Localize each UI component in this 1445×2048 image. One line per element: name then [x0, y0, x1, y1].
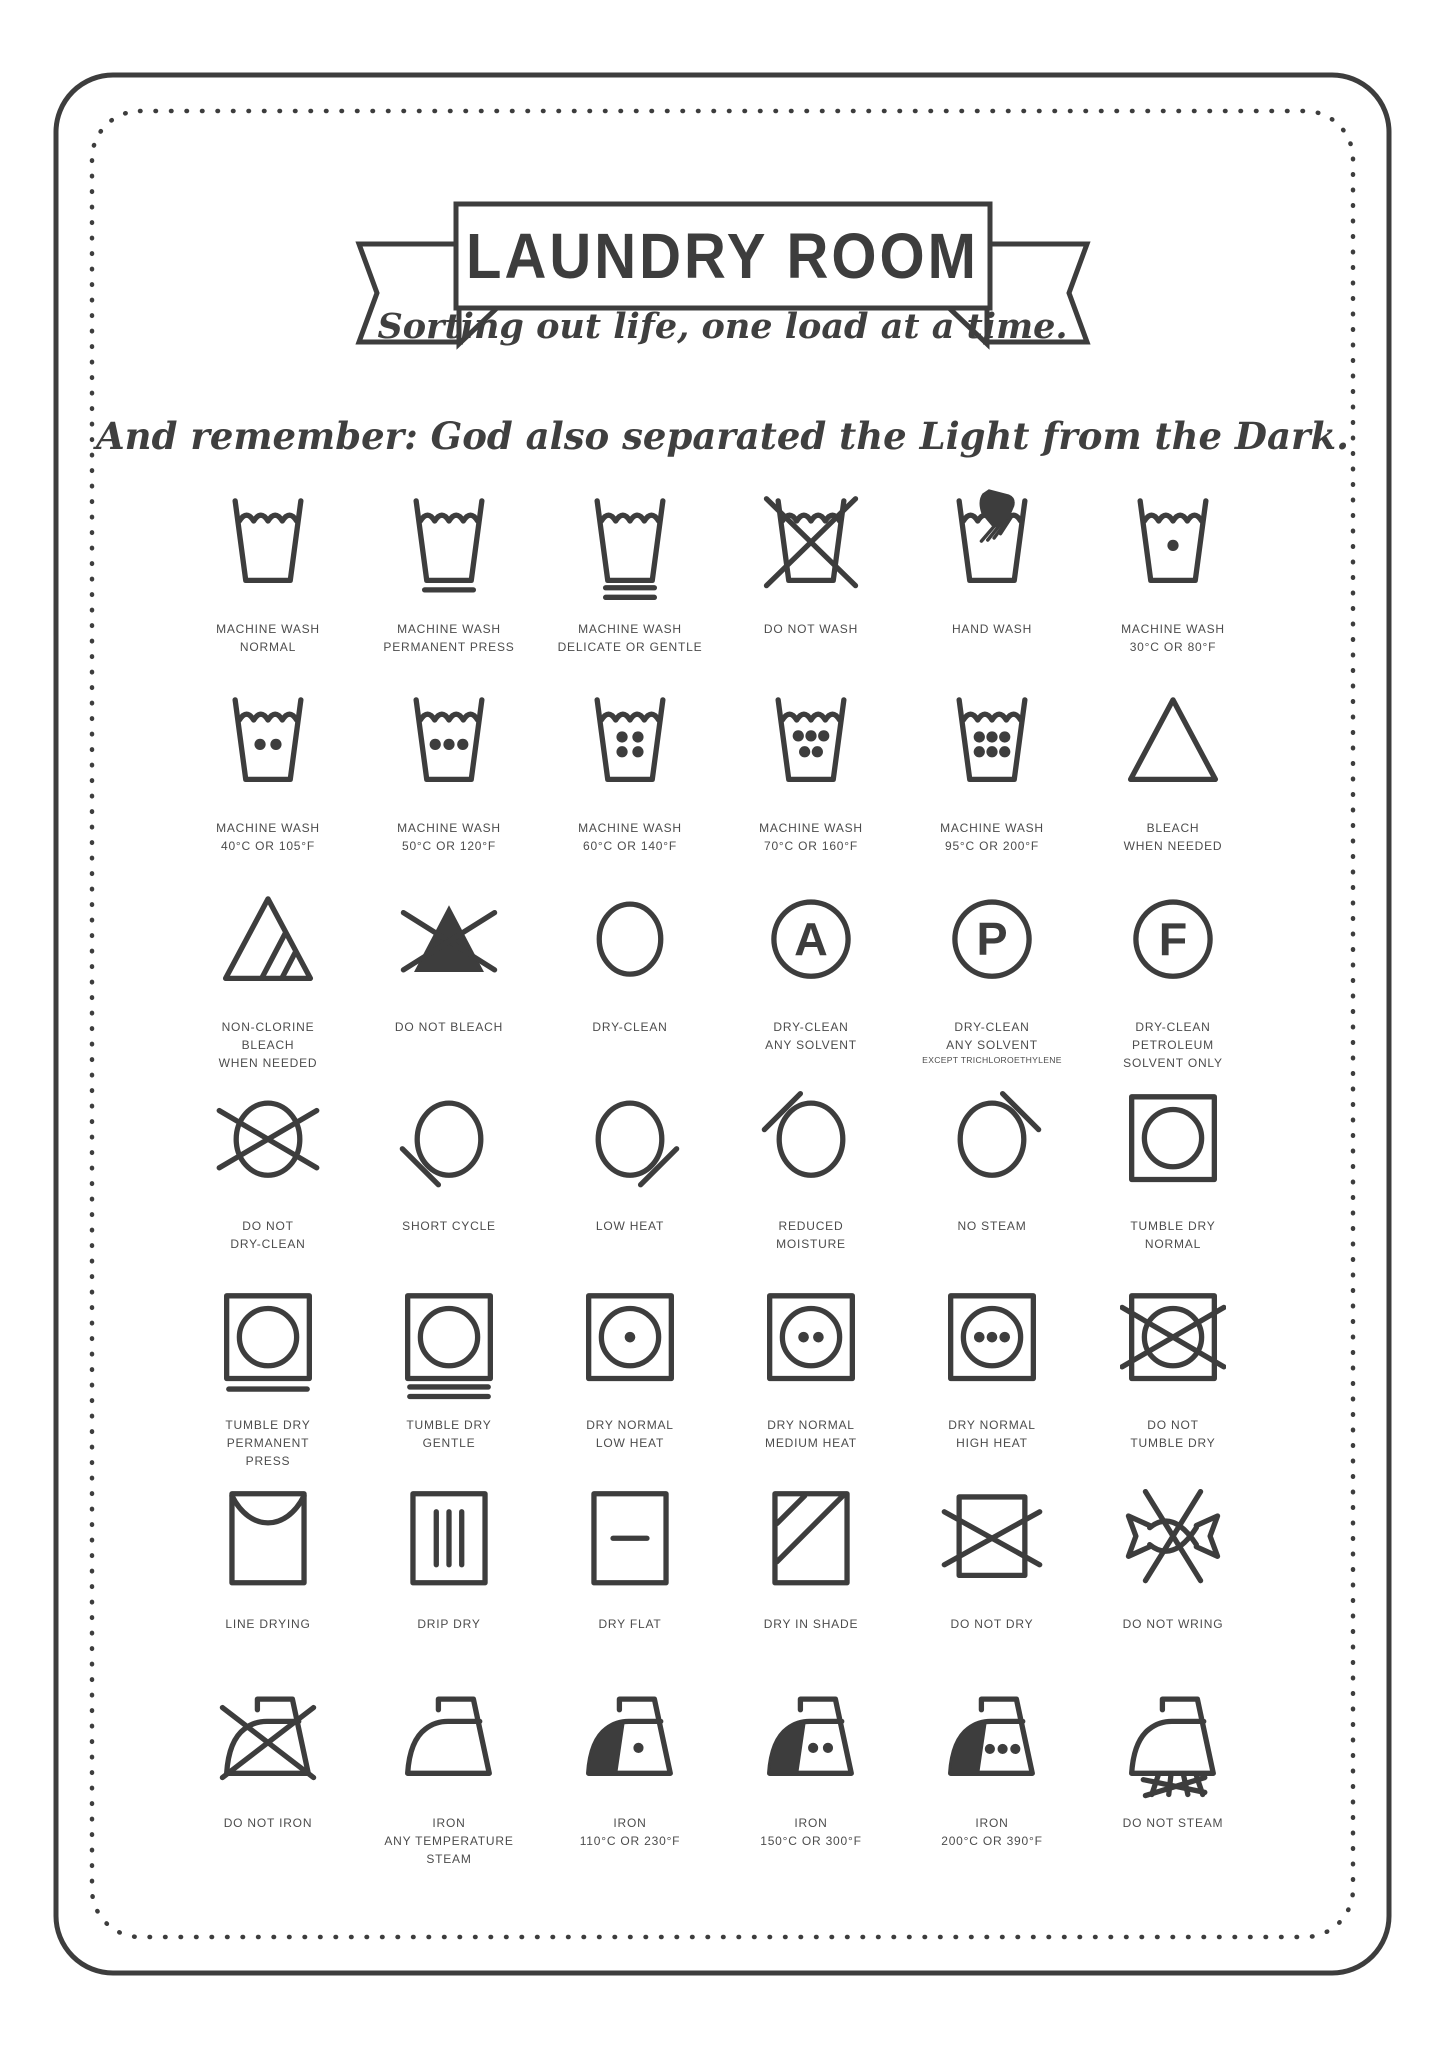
do-not-wring-icon: [1113, 1481, 1233, 1603]
symbol-tumble-dry-gentle: [359, 1282, 540, 1481]
tumble-dry-gentle-icon: [389, 1282, 509, 1404]
symbol-iron-110c: [540, 1680, 721, 1879]
symbol-machine-wash-95c: [902, 685, 1083, 884]
symbol-row: [178, 1481, 1268, 1680]
iron-110c-icon: [570, 1680, 690, 1802]
symbol-low-heat: [540, 1083, 721, 1282]
symbol-machine-wash-30c: [1083, 486, 1264, 685]
machine-wash-60c-icon: [570, 685, 690, 807]
symbol-do-not-dry: [902, 1481, 1083, 1680]
symbol-label: DO NOT WASH: [763, 622, 859, 636]
symbol-dry-clean-any-solvent-except: [902, 884, 1083, 1083]
symbol-do-not-steam: [1083, 1680, 1264, 1879]
svg-text:F: F: [1158, 912, 1188, 965]
symbol-dry-clean-any-solvent: [721, 884, 902, 1083]
symbol-label: TUMBLE DRY GENTLE: [406, 1418, 492, 1450]
symbol-dry-clean: [540, 884, 721, 1083]
dry-flat-icon: [570, 1481, 690, 1603]
symbol-label: DRY-CLEAN: [592, 1020, 668, 1034]
symbol-label: DO NOT IRON: [223, 1816, 313, 1830]
symbol-row: [178, 486, 1268, 685]
symbol-label: DRY FLAT: [598, 1617, 662, 1631]
symbol-machine-wash-40c: [178, 685, 359, 884]
do-not-dry-clean-icon: [208, 1083, 328, 1205]
symbol-dry-flat: [540, 1481, 721, 1680]
symbol-label: IRON 150°C OR 300°F: [760, 1816, 862, 1848]
svg-text:A: A: [794, 912, 828, 965]
svg-text:P: P: [976, 912, 1008, 965]
symbol-label: SHORT CYCLE: [402, 1219, 496, 1233]
symbol-label: MACHINE WASH NORMAL: [216, 622, 320, 654]
symbol-label: IRON 200°C OR 390°F: [941, 1816, 1043, 1848]
poster-title: LAUNDRY ROOM: [466, 220, 979, 292]
symbol-label: TUMBLE DRY NORMAL: [1130, 1219, 1216, 1251]
symbol-row: [178, 685, 1268, 884]
symbol-iron-200c: [902, 1680, 1083, 1879]
symbol-label: HAND WASH: [951, 622, 1033, 636]
machine-wash-70c-icon: [751, 685, 871, 807]
symbol-machine-wash-60c: [540, 685, 721, 884]
symbol-label: DRY-CLEAN PETROLEUM SOLVENT ONLY: [1123, 1020, 1223, 1070]
symbol-line-drying: [178, 1481, 359, 1680]
dry-normal-medium-heat-icon: [751, 1282, 871, 1404]
symbol-dry-clean-petroleum: [1083, 884, 1264, 1083]
iron-150c-icon: [751, 1680, 871, 1802]
symbol-no-steam: [902, 1083, 1083, 1282]
symbol-machine-wash-50c: [359, 685, 540, 884]
dry-normal-low-heat-icon: [570, 1282, 690, 1404]
tagline: And remember: God also separated the Light from the Dark.: [95, 414, 1350, 458]
machine-wash-delicate-icon: [570, 486, 690, 608]
machine-wash-95c-icon: [932, 685, 1052, 807]
symbol-iron-150c: [721, 1680, 902, 1879]
do-not-iron-icon: [208, 1680, 328, 1802]
symbol-row: [178, 1083, 1268, 1282]
symbol-hand-wash: [902, 486, 1083, 685]
subtitle: Sorting out life, one load at a time.: [377, 306, 1068, 347]
symbol-label: LINE DRYING: [225, 1617, 311, 1631]
symbol-label: DRIP DRY: [417, 1617, 481, 1631]
symbol-label: TUMBLE DRY PERMANENT PRESS: [225, 1418, 311, 1468]
symbol-label: NO STEAM: [957, 1219, 1027, 1233]
line-drying-icon: [208, 1481, 328, 1603]
machine-wash-40c-icon: [208, 685, 328, 807]
symbol-label: DO NOT TUMBLE DRY: [1130, 1418, 1216, 1450]
symbol-label: IRON 110°C OR 230°F: [579, 1816, 681, 1848]
symbol-label: DRY NORMAL MEDIUM HEAT: [765, 1418, 857, 1450]
symbol-non-chlorine-bleach: [178, 884, 359, 1083]
symbol-label: DO NOT WRING: [1122, 1617, 1224, 1631]
symbol-label: DO NOT STEAM: [1122, 1816, 1224, 1830]
symbol-short-cycle: [359, 1083, 540, 1282]
do-not-dry-icon: [932, 1481, 1052, 1603]
symbol-do-not-wring: [1083, 1481, 1264, 1680]
symbol-machine-wash-delicate: [540, 486, 721, 685]
symbol-label: LOW HEAT: [595, 1219, 665, 1233]
machine-wash-permanent-press-icon: [389, 486, 509, 608]
do-not-tumble-dry-icon: [1113, 1282, 1233, 1404]
symbol-label: MACHINE WASH 30°C OR 80°F: [1121, 622, 1225, 654]
symbol-do-not-tumble-dry: [1083, 1282, 1264, 1481]
symbol-row: [178, 884, 1268, 1083]
symbol-label: DRY IN SHADE: [763, 1617, 859, 1631]
dry-clean-any-solvent-except-icon: [932, 884, 1052, 1006]
do-not-steam-icon: [1113, 1680, 1233, 1802]
symbol-label: MACHINE WASH 40°C OR 105°F: [216, 821, 320, 853]
iron-200c-icon: [932, 1680, 1052, 1802]
drip-dry-icon: [389, 1481, 509, 1603]
symbol-machine-wash-70c: [721, 685, 902, 884]
symbol-dry-in-shade: [721, 1481, 902, 1680]
symbol-label: REDUCED MOISTURE: [776, 1219, 846, 1251]
machine-wash-30c-icon: [1113, 486, 1233, 608]
symbol-label: NON-CLORINE BLEACH WHEN NEEDED: [218, 1020, 318, 1070]
symbol-label: DRY NORMAL LOW HEAT: [586, 1418, 674, 1450]
symbol-dry-normal-medium-heat: [721, 1282, 902, 1481]
symbol-dry-normal-high-heat: [902, 1282, 1083, 1481]
do-not-bleach-icon: [389, 884, 509, 1006]
symbol-do-not-bleach: [359, 884, 540, 1083]
symbol-label: MACHINE WASH 50°C OR 120°F: [397, 821, 501, 853]
symbol-label: BLEACH WHEN NEEDED: [1123, 821, 1223, 853]
symbol-machine-wash-normal: [178, 486, 359, 685]
non-chlorine-bleach-icon: [208, 884, 328, 1006]
symbol-do-not-dry-clean: [178, 1083, 359, 1282]
iron-any-temperature-icon: [389, 1680, 509, 1802]
dry-clean-petroleum-icon: [1113, 884, 1233, 1006]
symbol-label: DRY-CLEAN ANY SOLVENT: [765, 1020, 857, 1052]
tumble-dry-permanent-press-icon: [208, 1282, 328, 1404]
symbol-label: IRON ANY TEMPERATURE STEAM: [384, 1816, 514, 1866]
dry-normal-high-heat-icon: [932, 1282, 1052, 1404]
symbol-label: DRY-CLEAN ANY SOLVENT EXCEPT TRICHLOROETHYLENE: [922, 1020, 1062, 1065]
machine-wash-50c-icon: [389, 685, 509, 807]
symbol-label: MACHINE WASH DELICATE OR GENTLE: [557, 622, 703, 654]
symbol-tumble-dry-permanent-press: [178, 1282, 359, 1481]
symbol-machine-wash-permanent-press: [359, 486, 540, 685]
symbol-do-not-wash: [721, 486, 902, 685]
symbol-label: DRY NORMAL HIGH HEAT: [948, 1418, 1036, 1450]
low-heat-icon: [570, 1083, 690, 1205]
symbol-do-not-iron: [178, 1680, 359, 1879]
dry-in-shade-icon: [751, 1481, 871, 1603]
symbol-drip-dry: [359, 1481, 540, 1680]
symbol-row: [178, 1680, 1268, 1879]
symbol-label: MACHINE WASH 60°C OR 140°F: [578, 821, 682, 853]
symbol-row: [178, 1282, 1268, 1481]
symbol-label: MACHINE WASH PERMANENT PRESS: [383, 622, 515, 654]
symbol-label: MACHINE WASH 70°C OR 160°F: [759, 821, 863, 853]
symbol-label: MACHINE WASH 95°C OR 200°F: [940, 821, 1044, 853]
symbol-bleach-when-needed: [1083, 685, 1264, 884]
machine-wash-normal-icon: [208, 486, 328, 608]
symbol-label: DO NOT BLEACH: [394, 1020, 504, 1034]
short-cycle-icon: [389, 1083, 509, 1205]
do-not-wash-icon: [751, 486, 871, 608]
tumble-dry-normal-icon: [1113, 1083, 1233, 1205]
symbol-grid: [178, 486, 1268, 1879]
reduced-moisture-icon: [751, 1083, 871, 1205]
bleach-when-needed-icon: [1113, 685, 1233, 807]
symbol-tumble-dry-normal: [1083, 1083, 1264, 1282]
dry-clean-icon: [570, 884, 690, 1006]
no-steam-icon: [932, 1083, 1052, 1205]
symbol-iron-any-temperature: [359, 1680, 540, 1879]
hand-wash-icon: [932, 486, 1052, 608]
symbol-label: DO NOT DRY: [950, 1617, 1034, 1631]
symbol-reduced-moisture: [721, 1083, 902, 1282]
symbol-dry-normal-low-heat: [540, 1282, 721, 1481]
symbol-label: DO NOT DRY-CLEAN: [230, 1219, 306, 1251]
dry-clean-any-solvent-icon: [751, 884, 871, 1006]
